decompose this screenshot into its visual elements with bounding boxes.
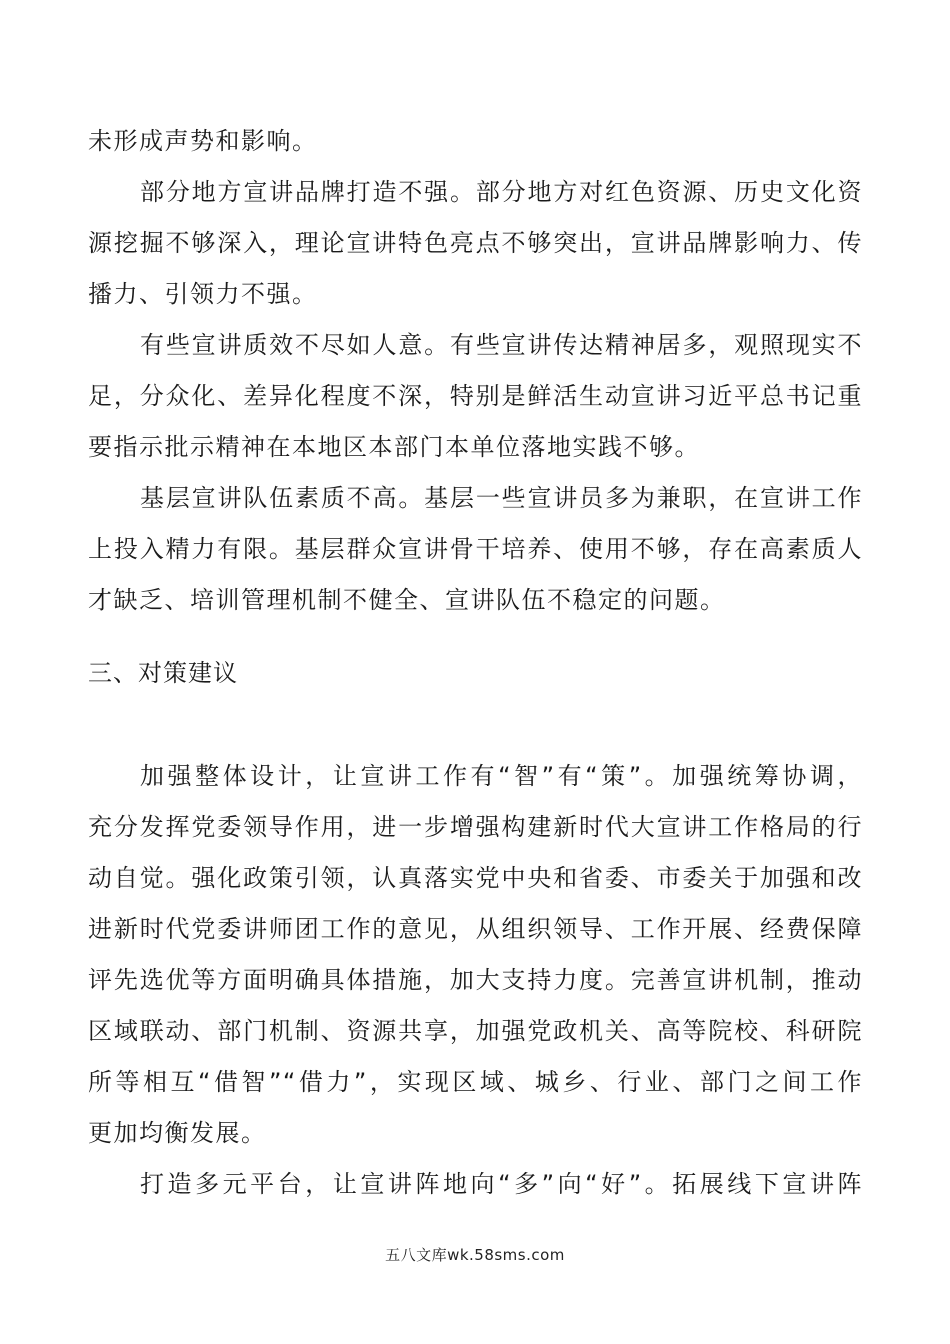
paragraph-line: 播力、引领力不强。	[88, 280, 318, 308]
paragraph-line: 所等相互“借智”“借力”，实现区域、城乡、行业、部门之间工作	[88, 1068, 863, 1096]
paragraph-line: 充分发挥党委领导作用，进一步增强构建新时代大宣讲工作格局的行	[88, 813, 863, 841]
paragraph-line: 未形成声势和影响。	[88, 127, 318, 155]
paragraph-line: 基层宣讲队伍素质不高。基层一些宣讲员多为兼职，在宣讲工作	[140, 484, 863, 512]
paragraph-line: 加强整体设计，让宣讲工作有“智”有“策”。加强统筹协调，	[140, 762, 863, 790]
paragraph-line: 评先选优等方面明确具体措施，加大支持力度。完善宣讲机制，推动	[88, 966, 863, 994]
paragraph-line: 足，分众化、差异化程度不深，特别是鲜活生动宣讲习近平总书记重	[88, 382, 863, 410]
paragraph-line: 有些宣讲质效不尽如人意。有些宣讲传达精神居多，观照现实不	[140, 331, 863, 359]
paragraph-line: 上投入精力有限。基层群众宣讲骨干培养、使用不够，存在高素质人	[88, 535, 863, 563]
document-body	[88, 116, 863, 1210]
paragraph-line: 源挖掘不够深入，理论宣讲特色亮点不够突出，宣讲品牌影响力、传	[88, 229, 863, 257]
section-heading: 三、对策建议	[88, 659, 238, 687]
paragraph-line: 进新时代党委讲师团工作的意见，从组织领导、工作开展、经费保障	[88, 915, 863, 943]
paragraph-line: 部分地方宣讲品牌打造不强。部分地方对红色资源、历史文化资	[140, 178, 863, 206]
paragraph-line: 才缺乏、培训管理机制不健全、宣讲队伍不稳定的问题。	[88, 586, 726, 614]
paragraph-line: 更加均衡发展。	[88, 1119, 267, 1147]
paragraph-line: 要指示批示精神在本地区本部门本单位落地实践不够。	[88, 433, 700, 461]
paragraph-line: 打造多元平台，让宣讲阵地向“多”向“好”。拓展线下宣讲阵	[140, 1170, 863, 1198]
paragraph-line: 动自觉。强化政策引领，认真落实党中央和省委、市委关于加强和改	[88, 864, 863, 892]
footer-watermark: 五八文库wk.58sms.com	[385, 1246, 565, 1264]
paragraph-line: 区域联动、部门机制、资源共享，加强党政机关、高等院校、科研院	[88, 1017, 863, 1045]
